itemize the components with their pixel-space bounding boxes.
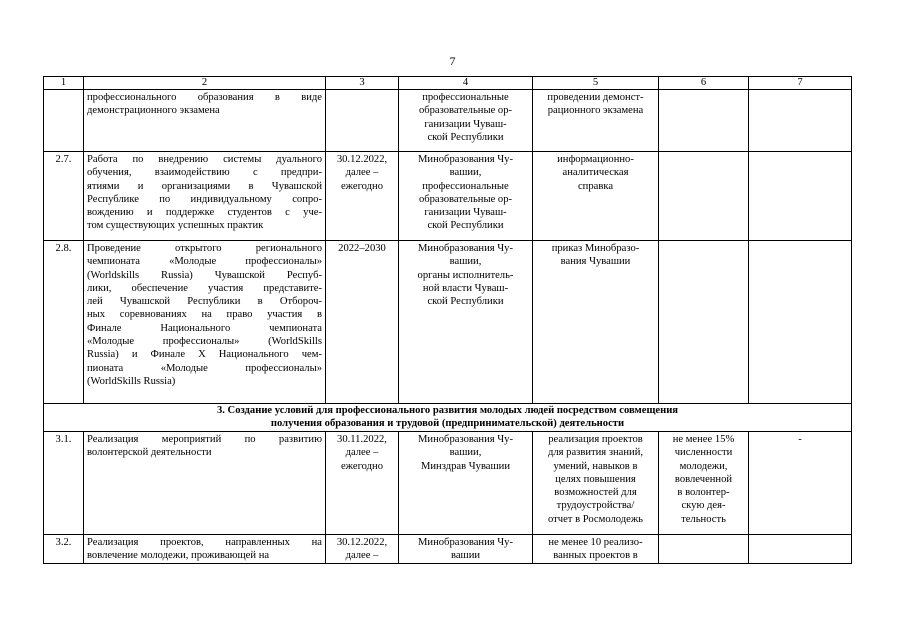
cell-line: обучения, взаимодействию с предпри- bbox=[87, 167, 322, 179]
activity-description bbox=[84, 432, 326, 535]
cell-line: вождению и поддержке студентов с уче- bbox=[87, 207, 322, 219]
cell-line: скую дея- bbox=[681, 500, 726, 512]
result-cell bbox=[533, 241, 659, 404]
cell-line: Russia) и Финале X Национального чем- bbox=[87, 349, 322, 361]
cell-line: ной власти Чуваш- bbox=[422, 282, 509, 294]
cell-line: демонстрационного экзамена bbox=[87, 105, 220, 117]
cell-line: ской Республики bbox=[427, 131, 504, 143]
responsible-cell bbox=[399, 152, 533, 241]
cell-line: вовлечение молодежи, проживающей на bbox=[87, 550, 270, 562]
cell-line: Финале Национального чемпионата bbox=[87, 322, 322, 334]
cell-line: отчет в Росмолодежь bbox=[547, 513, 644, 525]
table-row bbox=[44, 152, 852, 241]
row-number: 3.1. bbox=[44, 432, 84, 535]
cell-line: вашии, bbox=[449, 167, 482, 179]
cell-line: чемпионата «Молодые профессионалы» bbox=[87, 256, 322, 268]
cell-line: реализация проектов bbox=[548, 434, 643, 445]
cell-line: ской Республики bbox=[427, 296, 504, 308]
deadline-cell bbox=[326, 535, 399, 564]
column-number-header-row bbox=[44, 77, 852, 90]
cell-line: образовательные ор- bbox=[418, 193, 513, 205]
indicator-cell bbox=[659, 152, 749, 241]
result-cell bbox=[533, 152, 659, 241]
value-cell bbox=[749, 90, 852, 152]
row-number: 2.7. bbox=[44, 152, 84, 241]
result-cell bbox=[533, 432, 659, 535]
activity-description bbox=[84, 241, 326, 404]
cell-line: профессионального образования в виде bbox=[87, 92, 322, 103]
responsible-cell bbox=[399, 241, 533, 404]
cell-line: вашии bbox=[450, 550, 481, 562]
cell-line: лики, обеспечение участия представите- bbox=[87, 282, 322, 294]
cell-line: Минобразования Чу- bbox=[418, 243, 513, 254]
column-number: 5 bbox=[533, 77, 659, 90]
indicator-cell bbox=[659, 90, 749, 152]
result-cell bbox=[533, 535, 659, 564]
activity-description bbox=[84, 90, 326, 152]
column-number: 4 bbox=[399, 77, 533, 90]
cell-line: трудоустройства/ bbox=[556, 500, 635, 512]
cell-line: Работа по внедрению системы дуального bbox=[87, 154, 322, 165]
cell-line: умений, навыков в bbox=[553, 460, 638, 472]
cell-line: Минобразования Чу- bbox=[418, 154, 513, 165]
table-row bbox=[44, 432, 852, 535]
cell-line: ежегодно bbox=[340, 180, 383, 192]
section-3-title bbox=[44, 404, 852, 432]
column-number: 1 bbox=[44, 77, 84, 90]
cell-line: 30.12.2022, bbox=[336, 537, 388, 548]
cell-line: «Молодые профессионалы» (WorldSkills bbox=[87, 336, 322, 348]
indicator-cell bbox=[659, 535, 749, 564]
cell-line: 2022–2030 bbox=[338, 243, 386, 254]
responsible-cell bbox=[399, 90, 533, 152]
cell-line: вания Чувашии bbox=[560, 256, 631, 268]
section-header-row bbox=[44, 404, 852, 432]
table-row bbox=[44, 90, 852, 152]
cell-line: аналитическая bbox=[562, 167, 629, 179]
cell-line: том существующих успешных практик bbox=[87, 220, 264, 232]
cell-line: профессиональные bbox=[422, 180, 509, 192]
section-title-line: получения образования и трудовой (предпринимательской) деятельности bbox=[270, 417, 625, 429]
cell-line: Проведение открытого регионального bbox=[87, 243, 322, 254]
cell-line: целях повышения bbox=[555, 473, 636, 485]
indicator-cell bbox=[659, 432, 749, 535]
cell-line: образовательные ор- bbox=[418, 105, 513, 117]
value-cell: - bbox=[749, 432, 852, 535]
table-row bbox=[44, 241, 852, 404]
cell-line: численности bbox=[674, 447, 733, 459]
deadline-cell bbox=[326, 152, 399, 241]
row-number: 3.2. bbox=[44, 535, 84, 564]
value-cell bbox=[749, 152, 852, 241]
cell-line: ежегодно bbox=[340, 460, 383, 472]
section-title-line: 3. Создание условий для профессионального развития молодых людей посредством совмещения bbox=[216, 405, 679, 416]
cell-line: вовлеченной bbox=[674, 473, 733, 485]
cell-line: вашии, bbox=[449, 256, 482, 268]
result-cell bbox=[533, 90, 659, 152]
cell-line: не менее 10 реализо- bbox=[548, 537, 643, 548]
cell-line: 30.11.2022, bbox=[337, 434, 387, 445]
cell-line: (Worldskills Russia) Чувашской Респуб- bbox=[87, 269, 322, 281]
cell-line: для развития знаний, bbox=[547, 447, 644, 459]
cell-line: пионата «Молодые профессионалы» bbox=[87, 362, 322, 374]
column-number: 2 bbox=[84, 77, 326, 90]
cell-line: лей Чувашской Республики в Отбороч- bbox=[87, 296, 322, 308]
cell-line: волонтерской деятельности bbox=[87, 447, 212, 459]
cell-line: ганизации Чуваш- bbox=[424, 207, 507, 219]
cell-line: ных соревнованиях на право участия в bbox=[87, 309, 322, 321]
cell-line: ятиями и организациями в Чувашской bbox=[87, 180, 322, 192]
value-cell bbox=[749, 535, 852, 564]
cell-line: ской Республики bbox=[427, 220, 504, 232]
cell-line: далее – bbox=[345, 447, 379, 459]
cell-line: (WorldSkills Russia) bbox=[87, 375, 176, 387]
cell-line: возможностей для bbox=[554, 487, 637, 499]
cell-line: в волонтер- bbox=[677, 487, 730, 499]
cell-line: не менее 15% bbox=[672, 434, 735, 445]
cell-line: далее – bbox=[345, 550, 379, 562]
activity-description bbox=[84, 535, 326, 564]
cell-line: ганизации Чуваш- bbox=[424, 118, 507, 130]
indicator-cell bbox=[659, 241, 749, 404]
responsible-cell bbox=[399, 432, 533, 535]
row-number: 2.8. bbox=[44, 241, 84, 404]
cell-line: тельность bbox=[681, 513, 726, 525]
activity-description bbox=[84, 152, 326, 241]
deadline-cell bbox=[326, 90, 399, 152]
deadline-cell bbox=[326, 432, 399, 535]
responsible-cell bbox=[399, 535, 533, 564]
cell-line: органы исполнитель- bbox=[417, 269, 514, 281]
cell-line: далее – bbox=[345, 167, 379, 179]
cell-line: информационно- bbox=[557, 154, 634, 165]
cell-line: Минздрав Чувашии bbox=[420, 460, 511, 472]
column-number: 3 bbox=[326, 77, 399, 90]
cell-line: приказ Минобразо- bbox=[551, 243, 640, 254]
cell-line: проведении демонст- bbox=[547, 92, 644, 103]
cell-line: молодежи, bbox=[679, 460, 728, 472]
cell-line: профессиональные bbox=[422, 92, 509, 103]
cell-line: рационного экзамена bbox=[547, 105, 644, 117]
value-cell bbox=[749, 241, 852, 404]
cell-line: Республике по индивидуальному сопро- bbox=[87, 193, 322, 205]
cell-line: справка bbox=[577, 180, 614, 192]
cell-line: 30.12.2022, bbox=[336, 154, 388, 165]
cell-line: Минобразования Чу- bbox=[418, 434, 513, 445]
column-number: 6 bbox=[659, 77, 749, 90]
cell-line: Реализация проектов, направленных на bbox=[87, 537, 322, 548]
plan-table bbox=[43, 76, 852, 564]
cell-line: Реализация мероприятий по развитию bbox=[87, 434, 322, 445]
column-number: 7 bbox=[749, 77, 852, 90]
page-number: 7 bbox=[449, 54, 456, 68]
deadline-cell bbox=[326, 241, 399, 404]
cell-line: вашии, bbox=[449, 447, 482, 459]
row-number bbox=[44, 90, 84, 152]
table-row bbox=[44, 535, 852, 564]
cell-line: Минобразования Чу- bbox=[418, 537, 513, 548]
cell-line: ванных проектов в bbox=[553, 550, 638, 562]
